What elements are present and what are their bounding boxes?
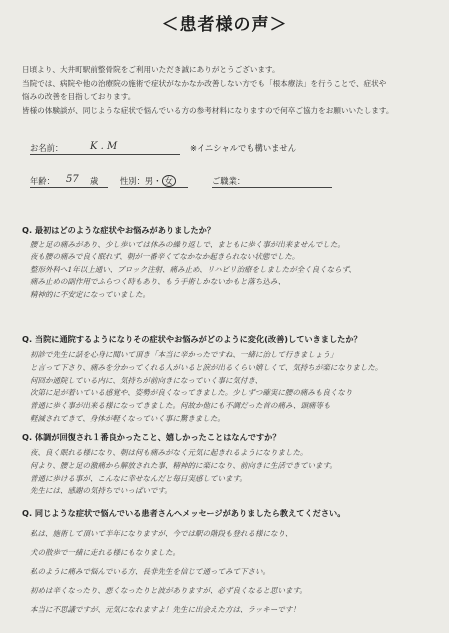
question-2: Q. 当院に通院するようになりその症状やお悩みがどのように変化(改善)していきましたか？ <box>22 334 362 344</box>
answer-line: 軽減されてきて、身体が軽くなっていく事に驚きました。 <box>30 413 225 423</box>
answer-line: 何回か通院している内に、気持ちが前向きになっていく事に気付き、 <box>30 375 263 385</box>
page-title: ＜患者様の声＞ <box>161 15 288 35</box>
intro-line: 皆様の体験談が、同じような症状で悩んでいる方の参考材料になりますので何卒ご協力をお願いいたします。 <box>22 105 394 115</box>
answer-line: 何より、腰と足の激痛から解放された事、精神的に楽になり、前向きに生活できています。 <box>30 460 337 470</box>
age-label: 年齢： <box>30 176 55 186</box>
question-4: Q. 同じような症状で悩んでいる患者さんへメッセージがありましたら教えてください。 <box>22 508 346 518</box>
answer-line: 痛み止めの副作用でふらつく時もあり、もう手術しかないかもと落ち込み、 <box>30 277 286 287</box>
question-3: Q. 体調が回復され１番良かったこと、嬉しかったことはなんですか？ <box>22 432 281 442</box>
answer-line: 普通に歩ける事が、こんなに幸せなんだと毎日実感しています。 <box>30 473 247 483</box>
answer-line: 精神的に不安定になっていました。 <box>30 289 150 299</box>
age-value: 57 <box>66 174 79 185</box>
answer-line: 普通に歩く事が出来る様になってきました。何故か他にも不調だった首の痛み、頭痛等も <box>30 401 331 411</box>
answer-line: 腰と足の痛みがあり、少し歩いては休みの繰り返しで、まともに歩く事が出来ませんでした。 <box>30 240 345 249</box>
name-label: お名前： <box>30 143 64 153</box>
age-underline <box>30 187 108 188</box>
gender-underline <box>120 187 188 188</box>
intro-line: 当院では、病院や他の治療院の施術で症状がなかなか改善しない方でも「根本療法」を行うことで、症状や <box>22 78 387 88</box>
answer-line: 私は、施術して頂いて半年になりますが、今では駅の階段も登れる様になり、 <box>30 529 293 538</box>
answer-line: 先生には、感謝の気持ちでいっぱいです。 <box>30 486 172 496</box>
answer-4 <box>30 524 435 619</box>
answer-1 <box>30 239 435 301</box>
answer-line: 初めは辛くなったり、悪くなったりと波がありますが、必ず良くなると思います。 <box>30 586 307 595</box>
answer-line: 夜、良く眠れる様になり、朝は何も痛みがなく元気に起きれるようになりました。 <box>30 448 308 457</box>
gender-separator: ・ <box>153 176 162 186</box>
job-label: ご職業： <box>212 176 246 186</box>
age-unit: 歳 <box>90 176 99 186</box>
answer-2 <box>30 349 435 426</box>
answer-line: と言って下さり、痛みを分かってくれる人がいると涙が出るくらい嬉しくて、気持ちが楽になりました。 <box>30 362 383 372</box>
answer-line: 初診で先生に話を心身に聞いて頂き「本当に辛かったですね、一緒に治して行きましょう」 <box>30 350 338 359</box>
answer-line: 本当に不思議ですが、元気になれますよ！先生に出会えた方は、ラッキーです！ <box>30 605 300 614</box>
name-value: K . M <box>90 141 118 152</box>
answer-line: 整形外科へ1年以上通い、ブロック注射、痛み止め、リハビリ治療をしましたが全く良くならず、 <box>30 264 356 274</box>
intro-text <box>22 63 432 117</box>
answer-line: 夜も腰の痛みで良く眠れず、朝が一番辛くてなかなか起きられない状態でした。 <box>30 252 300 262</box>
intro-line: 日頃より、大井町駅前整骨院をご利用いただき誠にありがとうございます。 <box>22 65 280 74</box>
answer-line: 私のように痛みで悩んでいる方、長非先生を信じて通ってみて下さい。 <box>30 567 270 576</box>
gender-male: 男 <box>144 176 154 186</box>
job-underline <box>212 187 332 188</box>
gender-label: 性別： <box>120 176 145 186</box>
intro-line: 悩みの改善を目指しております。 <box>22 92 136 102</box>
question-1: Q. 最初はどのような症状やお悩みがありましたか？ <box>22 225 216 235</box>
name-underline <box>30 154 180 155</box>
gender-field <box>120 175 176 187</box>
answer-3 <box>30 447 435 498</box>
gender-female-circled: 女 <box>162 175 176 187</box>
name-note: ※イニシャルでも構いません <box>190 143 297 153</box>
answer-line: 次第に足が着いている感覚や、姿勢が良くなってきました。少しずつ確実に腰の痛みも良くなり <box>30 388 353 398</box>
answer-line: 犬の散歩で一緒に走れる様にもなりました。 <box>30 548 180 557</box>
